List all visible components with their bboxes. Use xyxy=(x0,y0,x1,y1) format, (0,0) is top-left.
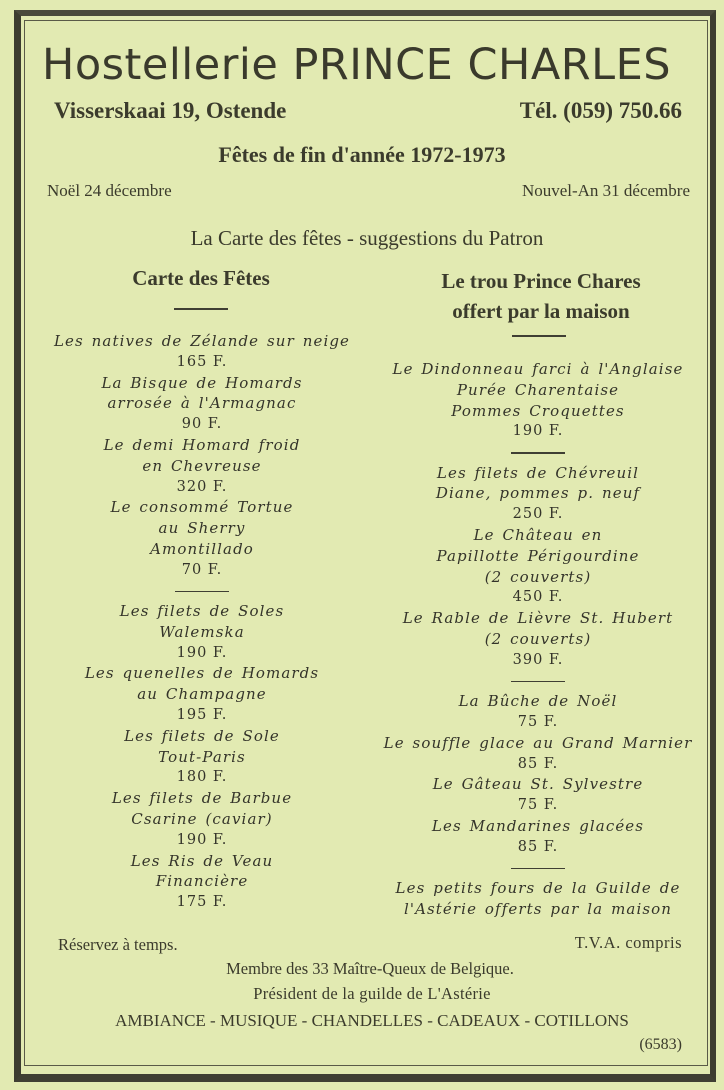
dish-name-line: La Bûche de Noël xyxy=(458,692,618,711)
menu-item xyxy=(366,608,710,670)
dish-price: 195 F. xyxy=(176,707,228,724)
menu-item xyxy=(30,373,374,435)
restaurant-phone: Tél. (059) 750.66 xyxy=(519,98,682,123)
dish-name-line: La Bisque de Homards xyxy=(101,373,303,392)
dish-price: 165 F. xyxy=(176,353,228,370)
dish-name-line: Purée Charentaise xyxy=(456,380,620,399)
ambiance-line: AMBIANCE - MUSIQUE - CHANDELLES - CADEAUX - COTILLONS xyxy=(115,1011,629,1030)
menu-item xyxy=(30,497,374,580)
menu-section xyxy=(366,691,710,857)
dish-name-line: Les natives de Zélande sur neige xyxy=(53,332,351,350)
dish-price: 190 F. xyxy=(512,423,564,440)
menu-section xyxy=(30,331,374,581)
dish-price: 85 F. xyxy=(517,755,559,772)
dish-price: 190 F. xyxy=(176,644,228,661)
menu-section xyxy=(366,359,710,442)
dish-price: 90 F. xyxy=(181,416,223,433)
dish-price: 180 F. xyxy=(176,769,228,786)
menu-item xyxy=(30,788,374,850)
dish-price: 320 F. xyxy=(176,478,228,495)
dish-name-line: Le consommé Tortue xyxy=(110,498,294,517)
menu-item xyxy=(30,726,374,788)
menu-subtitle: La Carte des fêtes - suggestions du Patron xyxy=(190,226,544,250)
dish-name-line: au Sherry xyxy=(158,519,246,538)
menu-item xyxy=(366,878,710,920)
dish-name-line: Diane, pommes p. neuf xyxy=(435,484,641,503)
menu-item xyxy=(366,359,710,442)
dish-name-line: Walemska xyxy=(159,622,245,641)
right-heading-line-1: Le trou Prince Chares xyxy=(441,269,641,293)
dish-name-line: Le Dindonneau farci à l'Anglaise xyxy=(392,360,684,378)
dish-name-line: Tout-Paris xyxy=(158,747,246,766)
right-menu-column xyxy=(366,359,710,920)
dish-price: 175 F. xyxy=(176,894,228,911)
dish-name-line: l'Astérie offerts par la maison xyxy=(403,899,673,918)
dish-name-line: arrosée à l'Armagnac xyxy=(107,394,297,413)
dish-name-line: (2 couverts) xyxy=(484,630,592,649)
menu-item xyxy=(366,463,710,525)
dish-name-line: Les Ris de Veau xyxy=(130,851,274,870)
dish-price: 85 F. xyxy=(517,838,559,855)
dish-name-line: Le Gâteau St. Sylvestre xyxy=(432,775,644,794)
dish-price: 75 F. xyxy=(517,713,559,730)
dish-name-line: Les petits fours de la Guilde de xyxy=(395,879,681,898)
menu-item xyxy=(366,816,710,858)
dish-name-line: Les filets de Chévreuil xyxy=(436,463,640,482)
dish-name-line: Les filets de Soles xyxy=(119,602,285,621)
section-divider xyxy=(511,868,565,870)
dish-price: 390 F. xyxy=(512,651,564,668)
menu-section xyxy=(30,601,374,913)
menu-item xyxy=(30,435,374,497)
menu-item xyxy=(30,331,374,373)
dish-price: 190 F. xyxy=(176,831,228,848)
dish-name-line: (2 couverts) xyxy=(484,567,592,586)
dish-name-line: Les Mandarines glacées xyxy=(431,816,645,835)
menu-section xyxy=(366,463,710,671)
menu-item xyxy=(366,733,710,775)
dish-name-line: Financière xyxy=(155,872,249,891)
dish-name-line: en Chevreuse xyxy=(142,456,262,475)
reference-number: (6583) xyxy=(639,1036,682,1053)
dish-name-line: Amontillado xyxy=(150,539,254,558)
left-menu-column xyxy=(30,331,374,913)
menu-section xyxy=(366,878,710,920)
tax-note: T.V.A. compris xyxy=(574,933,682,952)
dish-price: 450 F. xyxy=(512,589,564,606)
section-divider xyxy=(511,681,565,683)
menu-item xyxy=(366,691,710,733)
menu-item xyxy=(30,851,374,913)
dish-name-line: Papillotte Périgourdine xyxy=(436,546,640,565)
event-heading: Fêtes de fin d'année 1972-1973 xyxy=(218,142,506,167)
dish-name-line: Le Rable de Lièvre St. Hubert xyxy=(402,609,674,628)
membership-note: Membre des 33 Maître-Queux de Belgique. xyxy=(226,959,514,978)
dish-price: 250 F. xyxy=(512,506,564,523)
restaurant-title: Hostellerie PRINCE CHARLES xyxy=(42,40,672,90)
left-column-heading: Carte des Fêtes xyxy=(132,266,270,290)
restaurant-address: Visserskaai 19, Ostende xyxy=(54,98,287,123)
dish-name-line: Les filets de Barbue xyxy=(111,789,293,808)
date-christmas: Noël 24 décembre xyxy=(47,181,172,200)
menu-item xyxy=(30,601,374,663)
menu-item xyxy=(366,525,710,608)
dish-name-line: au Champagne xyxy=(137,685,267,704)
dish-name-line: Csarine (caviar) xyxy=(131,810,273,829)
reservation-note: Réservez à temps. xyxy=(58,935,178,954)
dish-name-line: Les filets de Sole xyxy=(124,726,280,745)
right-heading-line-2: offert par la maison xyxy=(452,299,630,323)
dish-name-line: Le demi Homard froid xyxy=(103,435,301,454)
right-heading-rule xyxy=(512,335,566,337)
right-column-heading xyxy=(372,266,710,326)
section-divider xyxy=(511,452,565,454)
dish-name-line: Pommes Croquettes xyxy=(451,401,625,420)
menu-item xyxy=(30,663,374,725)
dish-price: 75 F. xyxy=(517,797,559,814)
left-heading-rule xyxy=(174,308,228,310)
menu-item xyxy=(366,774,710,816)
dish-name-line: Les quenelles de Homards xyxy=(84,664,320,683)
president-note: Président de la guilde de L'Astérie xyxy=(253,984,491,1003)
dish-name-line: Le souffle glace au Grand Marnier xyxy=(383,733,693,752)
dish-price: 70 F. xyxy=(181,561,223,578)
section-divider xyxy=(175,591,229,593)
dish-name-line: Le Château en xyxy=(473,526,603,545)
date-new-year: Nouvel-An 31 décembre xyxy=(521,181,690,200)
